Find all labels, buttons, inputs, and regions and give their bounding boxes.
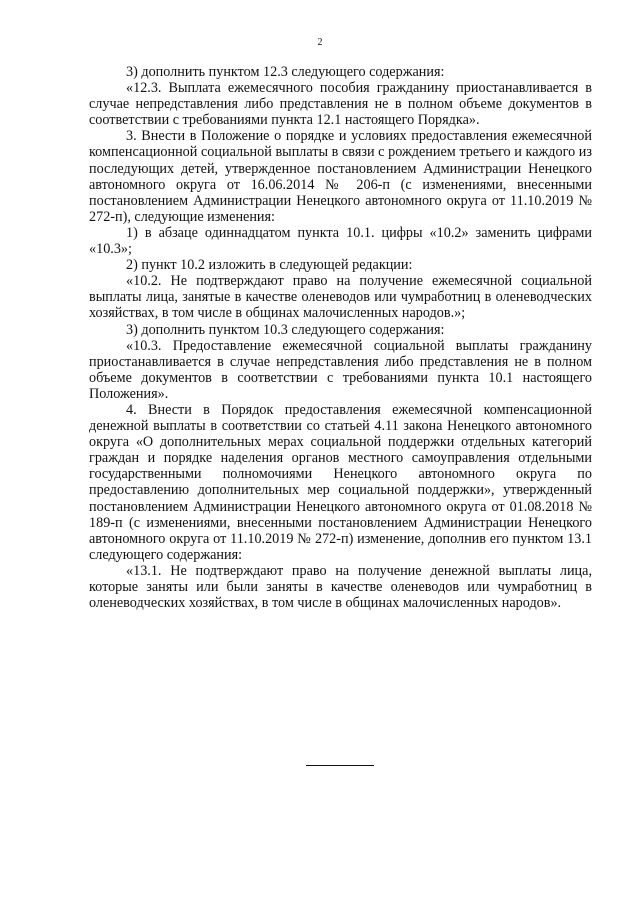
paragraph-item-1-replace: 1) в абзаце одиннадцатом пункта 10.1. цифры «10.2» заменить цифрами «10.3»; xyxy=(89,224,592,258)
document-body xyxy=(89,64,592,611)
paragraph-section-3-intro: 3. Внести в Положение о порядке и условиях предоставления ежемесячной компенсационной социальной выплаты в связи с рождением третьего и каждого из последующих детей, утвержденное постановлением Администрации Ненецкого автономного округа от 16.06.2014 № 206-п (с изменениями, внесенными постановлением Администрации Ненецкого автономного округа от 11.10.2019 № 272-п), следующие изменения: xyxy=(89,128,592,225)
paragraph-item-2-restate: 2) пункт 10.2 изложить в следующей редакции: xyxy=(126,257,413,274)
page-number: 2 xyxy=(317,37,323,48)
paragraph-clause-12-3: «12.3. Выплата ежемесячного пособия гражданину приостанавливается в случае непредставления либо представления не в полном объеме документов в соответствии с требованиями пункта 12.1 настоящего Порядка». xyxy=(89,80,592,129)
paragraph-item-3-addition: 3) дополнить пунктом 12.3 следующего содержания: xyxy=(126,64,445,80)
paragraph-item-3-addition-10-3: 3) дополнить пунктом 10.3 следующего содержания: xyxy=(126,321,445,338)
end-divider-line xyxy=(306,765,374,766)
paragraph-section-4-intro: 4. Внести в Порядок предоставления ежемесячной компенсационной денежной выплаты в соответствии со статьей 4.11 закона Ненецкого автономного округа «О дополнительных мерах социальной поддержки отдельных категорий граждан и порядке наделения органов местного самоуправления отдельными государственными полномочиями Ненецкого автономного округа по предоставлению дополнительных мер социальной поддержки», утвержденный постановлением Администрации Ненецкого автономного округа от 01.08.2018 № 189-п (с изменениями, внесенными постановлением Администрации Ненецкого автономного округа от 11.10.2019 № 272-п) изменение, дополнив его пунктом 13.1 следующего содержания: xyxy=(89,401,592,563)
paragraph-clause-13-1: «13.1. Не подтверждают право на получение денежной выплаты лица, которые заняты или были заняты в качестве оленеводов или чумработниц в оленеводческих хозяйствах, в том числе в общинах малочисленных народов». xyxy=(89,562,592,612)
paragraph-clause-10-2: «10.2. Не подтверждают право на получение ежемесячной социальной выплаты лица, занятые в качестве оленеводов или чумработниц в оленеводческих хозяйствах, в том числе в общинах малочисленных народов.»; xyxy=(89,273,592,322)
paragraph-clause-10-3: «10.3. Предоставление ежемесячной социальной выплаты гражданину приостанавливается в случае непредставления либо представления не в полном объеме документов в соответствии с требованиями пункта 10.1 настоящего Положения». xyxy=(89,337,592,402)
